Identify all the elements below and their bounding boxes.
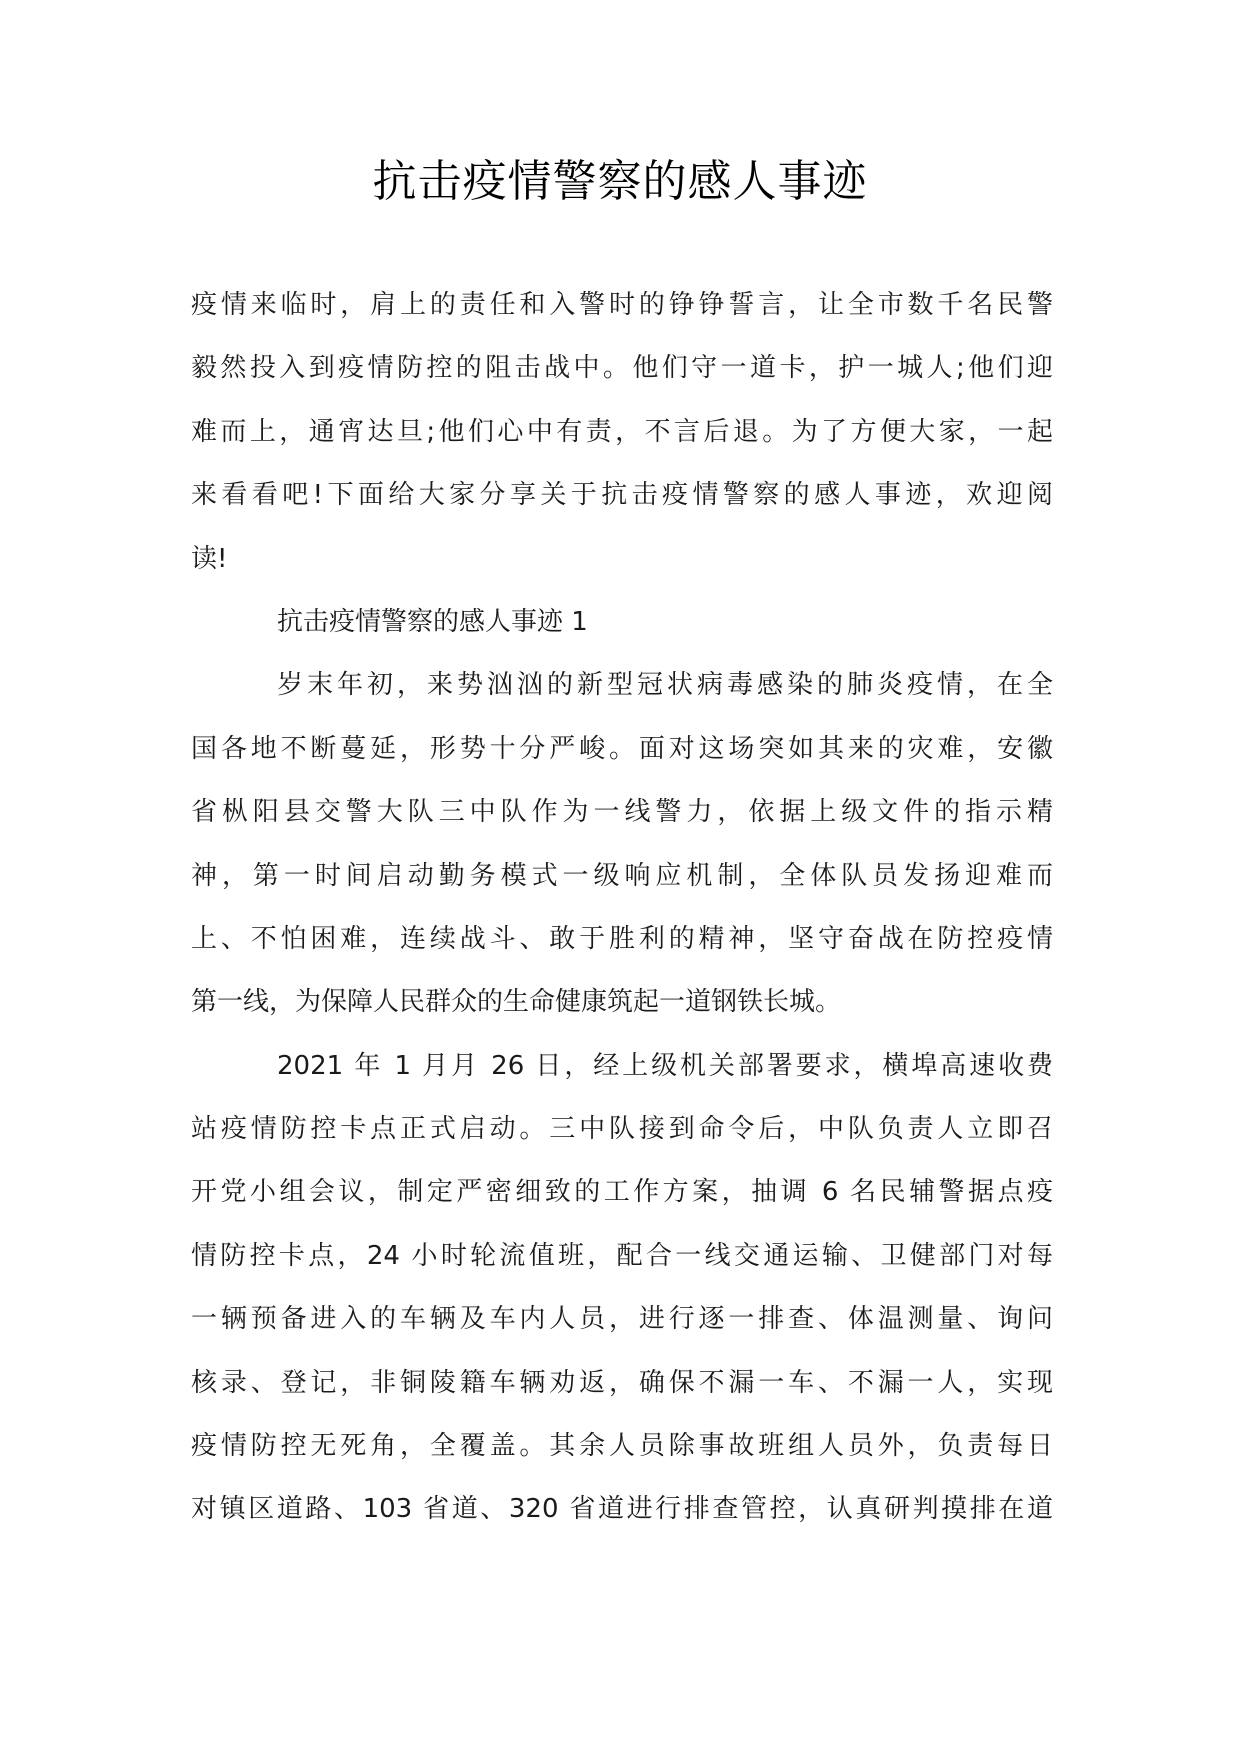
text-line: 站疫情防控卡点正式启动。三中队接到命令后，中队负责人立即召 <box>191 1114 1053 1145</box>
text-line: 读! <box>191 543 228 574</box>
text-line: 开党小组会议，制定严密细致的工作方案，抽调 6 名民辅警据点疫 <box>191 1177 1053 1208</box>
text-line: 省枞阳县交警大队三中队作为一线警力，依据上级文件的指示精 <box>191 797 1053 828</box>
text-line: 第一线，为保障人民群众的生命健康筑起一道钢铁长城。 <box>191 987 842 1018</box>
text-line: 岁末年初，来势汹汹的新型冠状病毒感染的肺炎疫情，在全 <box>277 670 1053 701</box>
text-line: 上、不怕困难，连续战斗、敢于胜利的精神，坚守奋战在防控疫情 <box>191 923 1053 954</box>
text-line: 难而上，通宵达旦;他们心中有责，不言后退。为了方便大家，一起 <box>191 416 1053 447</box>
section-heading: 抗击疫情警察的感人事迹 1 <box>277 606 588 637</box>
text-line: 对镇区道路、103 省道、320 省道进行排查管控，认真研判摸排在道 <box>191 1494 1053 1525</box>
text-line: 一辆预备进入的车辆及车内人员，进行逐一排查、体温测量、询问 <box>191 1304 1053 1335</box>
text-line: 毅然投入到疫情防控的阻击战中。他们守一道卡，护一城人;他们迎 <box>191 353 1053 384</box>
text-line: 情防控卡点，24 小时轮流值班，配合一线交通运输、卫健部门对每 <box>191 1240 1053 1271</box>
text-line: 神，第一时间启动勤务模式一级响应机制，全体队员发扬迎难而 <box>191 860 1053 891</box>
text-line: 2021 年 1 月月 26 日，经上级机关部署要求，横埠高速收费 <box>277 1050 1053 1081</box>
text-line: 核录、登记，非铜陵籍车辆劝返，确保不漏一车、不漏一人，实现 <box>191 1367 1053 1398</box>
text-line: 疫情来临时，肩上的责任和入警时的铮铮誓言，让全市数千名民警 <box>191 290 1053 320</box>
document-body <box>191 285 1053 1553</box>
text-line: 来看看吧!下面给大家分享关于抗击疫情警察的感人事迹，欢迎阅 <box>191 480 1053 511</box>
document-title: 抗击疫情警察的感人事迹 <box>372 156 868 207</box>
text-line: 国各地不断蔓延，形势十分严峻。面对这场突如其来的灾难，安徽 <box>191 733 1053 764</box>
text-line: 疫情防控无死角，全覆盖。其余人员除事故班组人员外，负责每日 <box>191 1431 1053 1462</box>
